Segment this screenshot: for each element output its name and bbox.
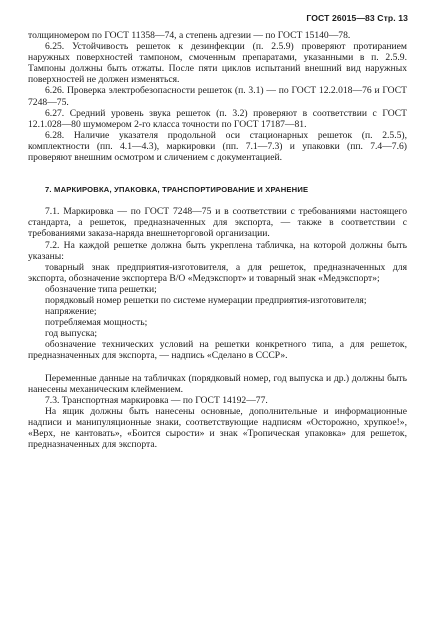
paragraph-list-7: обозначение технических условий на решетки конкретного типа, а для решеток, предназначенных для экспорта, — надпись «Сделано в СССР». [28,339,407,362]
marking-paragraphs [28,373,407,451]
paragraph-6-25: 6.25. Устойчивость решеток к дезинфекции (п. 2.5.9) проверяют протиранием наружных поверхностей тампоном, смоченным препаратами, указанными в п. 2.5.9. Тампоны должны быть отжаты. После пяти циклов испытаний внешний вид наружных поверхностей не должен изменяться. [28,41,407,86]
paragraph-list-5: потребляемая мощность; [45,317,148,329]
paragraph-boxes: На ящик должны быть нанесены основные, дополнительные и информационные надписи и манипуляционные знаки, соответствующие надписям «Осторожно, хрупкое!», «Верх, не кантовать», «Боится сырости» и знак «Тропическая упаковка» для решеток, предназначенных для экспорта. [28,405,407,451]
section-7-paragraphs [28,206,407,361]
section-6-paragraphs [28,30,407,163]
page-header: ГОСТ 26015—83 Стр. 13 [306,13,408,23]
paragraph-cont: толщиномером по ГОСТ 11358—74, а степень адгезии — по ГОСТ 15140—78. [28,30,351,41]
paragraph-list-1: товарный знак предприятия-изготовителя, а для решеток, предназначенных для экспорта, обозначение экспортера В/О «Медэкспорт» и товарный знак «Медэкспорт»; [28,261,407,284]
paragraph-list-2: обозначение типа решетки; [45,283,157,295]
paragraph-6-28: 6.28. Наличие указателя продольной оси стационарных решеток (п. 2.5.5), комплектности (пп. 4.1—4.3), маркировки (пп. 7.1—7.3) и упаковки (пп. 7.4—7.6) проверяют внешним осмотром и сличением с документацией. [28,129,407,164]
paragraph-6-27: 6.27. Средний уровень звука решеток (п. 3.2) проверяют в соответствии с ГОСТ 12.1.028—80 шумомером 2-го класса точности по ГОСТ 17187—81. [28,107,407,130]
section-7-heading: 7. МАРКИРОВКА, УПАКОВКА, ТРАНСПОРТИРОВАНИЕ И ХРАНЕНИЕ [45,185,309,195]
paragraph-list-3: порядковый номер решетки по системе нумерации предприятия-изготовителя; [45,294,367,306]
paragraph-7-1: 7.1. Маркировка — по ГОСТ 7248—75 и в соответствии с требованиями настоящего стандарта, а решеток, предназначенных для экспорта, — также в соответствии с требованиями заказа-наряда внешнеторговой организации. [28,206,407,240]
paragraph-variable: Переменные данные на табличках (порядковый номер, год выпуска и др.) должны быть нанесены механическим клеймением. [28,372,407,395]
paragraph-7-3: 7.3. Транспортная маркировка — по ГОСТ 14192—77. [45,394,268,406]
paragraph-list-4: напряжение; [45,306,97,318]
paragraph-7-2: 7.2. На каждой решетке должна быть укреплена табличка, на которой должны быть указаны: [28,239,407,262]
page-content [28,30,407,450]
paragraph-6-26: 6.26. Проверка электробезопасности решеток (п. 3.1) — по ГОСТ 12.2.018—76 и ГОСТ 7248—75. [28,85,407,108]
paragraph-list-6: год выпуска; [45,328,98,340]
